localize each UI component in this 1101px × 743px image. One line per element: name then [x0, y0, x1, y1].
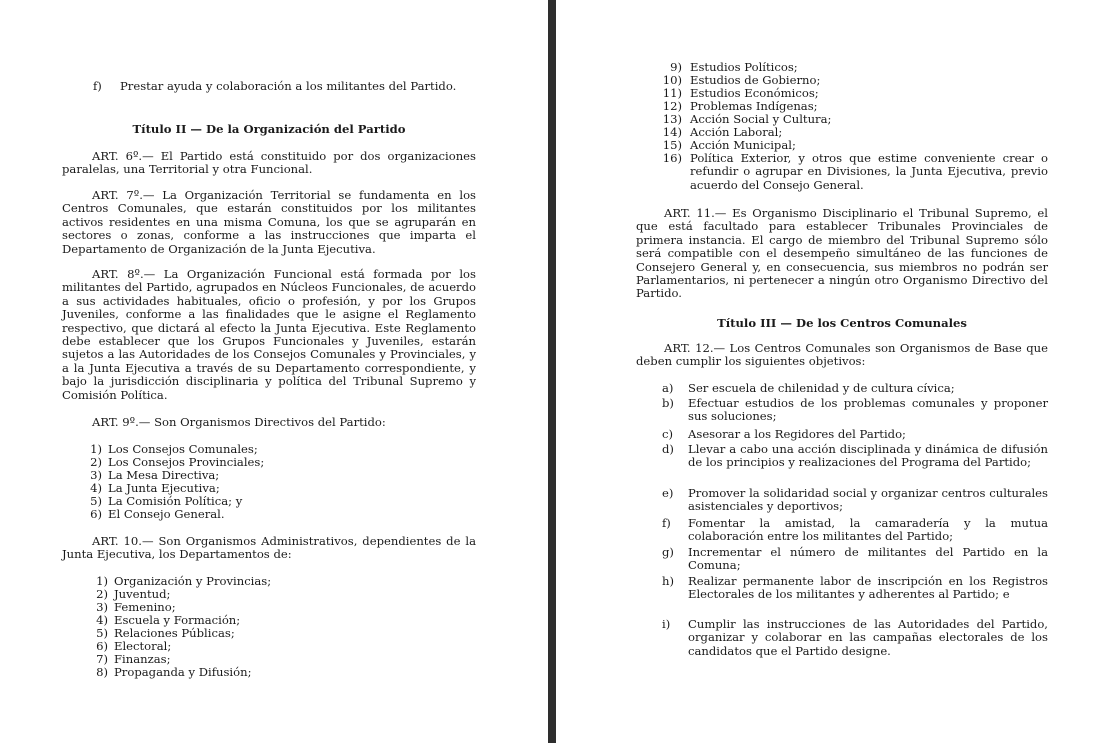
item-text: Estudios Políticos;	[690, 60, 798, 74]
item-text: Los Consejos Provinciales;	[108, 455, 265, 469]
article-8: ART. 8º.— La Organización Funcional está formada por los militantes del Partido, agrupados en Núcleos Funcionales, de acuerdo a sus actividades habituales, oficio o profesión, y por los Grupos Juveniles, conforme a las finalidades que le asigne el Reglamento respectivo, que dictará al efecto la Junta Ejecutiva. Este Reglamento debe establecer que los Grupos Funcionales y Juveniles, estarán sujetos a las Autoridades de los Consejos Comunales y Provinciales, y a la Junta Ejecutiva a través de su Departamento correspondiente, y bajo la jurisdicción disciplinaria y política del Tribunal Supremo y Comisión Política.	[62, 267, 476, 402]
item-text: Acción Municipal;	[690, 138, 796, 152]
item-text: Electoral;	[114, 639, 172, 653]
art10-item	[88, 666, 476, 680]
book-spine	[548, 0, 556, 743]
art12-item	[662, 575, 1048, 617]
item-number: 11)	[662, 86, 682, 100]
item-text: Llevar a cabo una acción disciplinada y dinámica de difusión de los principios y realizaciones del Programa del Partido;	[688, 442, 1048, 470]
right-page	[556, 0, 1101, 743]
item-number: 6)	[96, 639, 108, 653]
item-letter: e)	[662, 486, 674, 500]
item-number: 1)	[96, 574, 108, 588]
item-text: Propaganda y Difusión;	[114, 665, 252, 679]
item-text: La Comisión Política; y	[108, 494, 243, 508]
article-11: ART. 11.— Es Organismo Disciplinario el Tribunal Supremo, el que está facultado para establecer Tribunales Provinciales de primera instancia. El cargo de miembro del Tribunal Supremo sólo será compatible con el desempeño simultáneo de las funciones de Consejero General y, en consecuencia, sus miembros no podrán ser Parlamentarios, ni pertenecer a ningún otro Organismo Directivo del Partido.	[636, 206, 1048, 301]
art12-item	[662, 546, 1048, 574]
item-letter: i)	[662, 617, 671, 631]
item-text: Escuela y Formación;	[114, 613, 241, 627]
left-item-f	[93, 80, 476, 108]
art12-item	[662, 517, 1048, 545]
art12-item	[662, 618, 1048, 660]
item-number: 9)	[670, 60, 682, 74]
item-text: Promover la solidaridad social y organizar centros culturales asistenciales y deportivos;	[688, 486, 1048, 514]
item-text: El Consejo General.	[108, 507, 225, 521]
item-letter: f)	[662, 516, 671, 530]
item-text: Juventud;	[114, 587, 171, 601]
item-text: Acción Laboral;	[690, 125, 783, 139]
item-text: La Junta Ejecutiva;	[108, 481, 220, 495]
item-text: Acción Social y Cultura;	[690, 112, 832, 126]
item-number: 6)	[90, 507, 102, 521]
art12-item	[662, 382, 1048, 396]
item-letter: a)	[662, 381, 674, 395]
item-number: 16)	[662, 151, 682, 165]
item-number: 3)	[96, 600, 108, 614]
article-6: ART. 6º.— El Partido está constituido por dos organizaciones paralelas, una Territorial y otra Funcional.	[62, 149, 476, 177]
item-number: 8)	[96, 665, 108, 679]
item-number: 5)	[96, 626, 108, 640]
art12-item	[662, 397, 1048, 425]
item-text: Relaciones Públicas;	[114, 626, 235, 640]
item-number: 4)	[90, 481, 102, 495]
item-text: La Mesa Directiva;	[108, 468, 220, 482]
item-letter: d)	[662, 442, 674, 456]
item-number: 2)	[96, 587, 108, 601]
art12-item	[662, 443, 1048, 485]
item-number: 3)	[90, 468, 102, 482]
left-page	[0, 0, 548, 743]
item-letter: h)	[662, 574, 674, 588]
item-number: 10)	[662, 73, 682, 87]
item-text: Incrementar el número de militantes del Partido en la Comuna;	[688, 545, 1048, 573]
article-12: ART. 12.— Los Centros Comunales son Organismos de Base que deben cumplir los siguientes objetivos:	[636, 341, 1048, 369]
item-number: 15)	[662, 138, 682, 152]
item-letter: g)	[662, 545, 674, 559]
item-number: 7)	[96, 652, 108, 666]
item-text: Femenino;	[114, 600, 176, 614]
item-text: Estudios de Gobierno;	[690, 73, 821, 87]
item-number: 14)	[662, 125, 682, 139]
item-text: Asesorar a los Regidores del Partido;	[688, 427, 906, 441]
art10-item	[662, 152, 1048, 194]
item-text: Efectuar estudios de los problemas comunales y proponer sus soluciones;	[688, 396, 1048, 424]
item-number: 12)	[662, 99, 682, 113]
art9-item	[82, 508, 476, 522]
item-text: Fomentar la amistad, la camaradería y la mutua colaboración entre los militantes del Partido;	[688, 516, 1048, 544]
item-text: Prestar ayuda y colaboración a los militantes del Partido.	[120, 79, 457, 93]
item-number: 1)	[90, 442, 102, 456]
art12-item	[662, 428, 1048, 442]
item-letter: b)	[662, 396, 674, 410]
item-text: Cumplir las instrucciones de las Autoridades del Partido, organizar y colaborar en las campañas electorales de los candidatos que el Partido designe.	[688, 617, 1048, 658]
item-text: Finanzas;	[114, 652, 171, 666]
item-number: 2)	[90, 455, 102, 469]
article-10: ART. 10.— Son Organismos Administrativos, dependientes de la Junta Ejecutiva, los Departamentos de:	[62, 534, 476, 562]
item-text: Organización y Provincias;	[114, 574, 272, 588]
item-number: 4)	[96, 613, 108, 627]
item-text: Ser escuela de chilenidad y de cultura cívica;	[688, 381, 955, 395]
art12-item	[662, 487, 1048, 515]
item-number: 13)	[662, 112, 682, 126]
item-number: 5)	[90, 494, 102, 508]
section-heading-titulo-iii: Título III — De los Centros Comunales	[717, 316, 967, 330]
item-letter: c)	[662, 427, 674, 441]
item-letter: f)	[93, 79, 102, 93]
item-text: Problemas Indígenas;	[690, 99, 818, 113]
article-9: ART. 9º.— Son Organismos Directivos del Partido:	[92, 415, 386, 429]
item-text: Los Consejos Comunales;	[108, 442, 258, 456]
item-text: Política Exterior, y otros que estime conveniente crear o refundir o agrupar en Divisiones, la Junta Ejecutiva, previo acuerdo del Consejo General.	[690, 151, 1048, 192]
section-heading-titulo-ii: Título II — De la Organización del Partido	[132, 122, 406, 136]
article-7: ART. 7º.— La Organización Territorial se fundamenta en los Centros Comunales, que estarán constituidos por los militantes activos residentes en una misma Comuna, los que se agruparán en sectores o zonas, conforme a las instrucciones que imparta el Departamento de Organización de la Junta Ejecutiva.	[62, 188, 476, 256]
item-text: Realizar permanente labor de inscripción en los Registros Electorales de los militantes y adherentes al Partido; e	[688, 574, 1048, 602]
item-text: Estudios Económicos;	[690, 86, 819, 100]
